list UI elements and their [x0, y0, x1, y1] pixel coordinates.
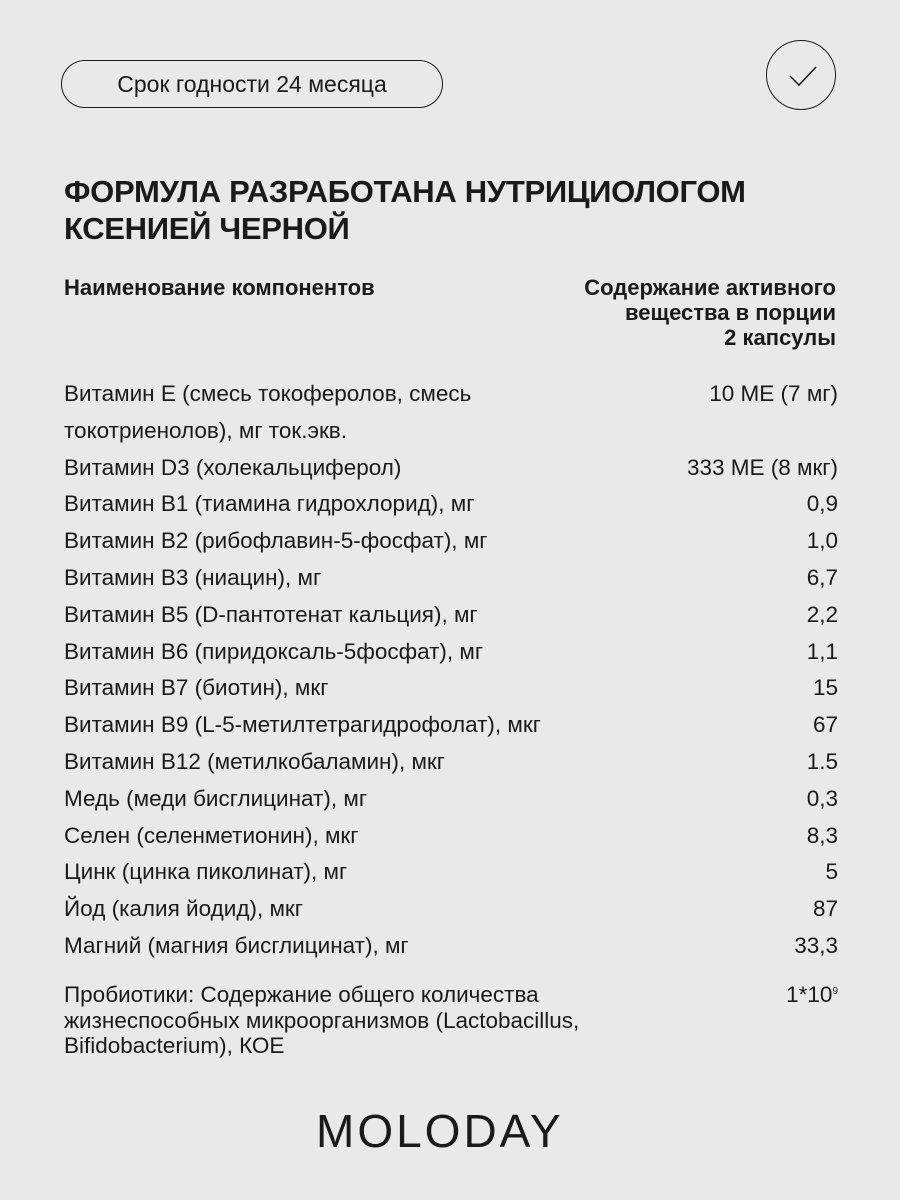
component-value: 8,3 [806, 822, 838, 848]
page-title [64, 173, 746, 247]
table-row [64, 854, 838, 891]
component-value: 6,7 [806, 564, 838, 590]
component-name: Витамин B1 (тиамина гидрохлорид), мг [64, 491, 475, 517]
component-name: Йод (калия йодид), мкг [64, 896, 303, 922]
component-value: 33,3 [794, 932, 838, 958]
component-name: Селен (селенметионин), мкг [64, 822, 359, 848]
probiotics-value-exponent: 9 [832, 986, 838, 997]
check-icon [766, 40, 836, 110]
table-row [64, 928, 838, 965]
table-row [64, 634, 838, 671]
component-name: Цинк (цинка пиколинат), мг [64, 859, 348, 885]
component-name: Витамин D3 (холекальциферол) [64, 454, 402, 480]
component-name: Витамин B6 (пиридоксаль-5фосфат), мг [64, 638, 484, 664]
component-value: 1.5 [806, 748, 838, 774]
table-row [64, 376, 838, 450]
component-value: 1,0 [806, 528, 838, 554]
component-value: 0,9 [806, 491, 838, 517]
component-value: 87 [812, 896, 838, 922]
table-row [64, 891, 838, 928]
probiotics-value [786, 982, 838, 1008]
component-value: 0,3 [806, 785, 838, 811]
title-line-1: ФОРМУЛА РАЗРАБОТАНА НУТРИЦИОЛОГОМ [64, 174, 746, 209]
probiotics-row [64, 982, 838, 1059]
table-row [64, 486, 838, 523]
table-row [64, 450, 838, 487]
component-value: 1,1 [806, 638, 838, 664]
component-value: 5 [825, 859, 838, 885]
component-name: Витамин Е (смесь токоферолов, смесь токотриенолов), мг ток.экв. [64, 381, 472, 443]
probiotics-value-base: 1*10 [786, 982, 833, 1007]
component-name: Витамин B9 (L-5-метилтетрагидрофолат), мкг [64, 712, 541, 738]
component-name: Медь (меди бисглицинат), мг [64, 785, 368, 811]
component-value: 333 МЕ (8 мкг) [686, 454, 838, 480]
table-row [64, 597, 838, 634]
components-table [64, 376, 838, 965]
title-line-2: КСЕНИЕЙ ЧЕРНОЙ [64, 211, 350, 246]
column-header-content-line-1: Содержание активного [584, 275, 836, 300]
column-header-content [506, 275, 836, 350]
table-row [64, 670, 838, 707]
shelf-life-text: Срок годности 24 месяца [117, 70, 387, 97]
brand-logo [316, 1106, 586, 1167]
table-row [64, 707, 838, 744]
component-name: Витамин B3 (ниацин), мг [64, 564, 322, 590]
component-name: Магний (магния бисглицинат), мг [64, 932, 409, 958]
component-name: Витамин B2 (рибофлавин-5-фосфат), мг [64, 528, 488, 554]
component-name: Витамин B12 (метилкобаламин), мкг [64, 748, 445, 774]
column-header-components: Наименование компонентов [64, 275, 375, 300]
table-row [64, 781, 838, 818]
component-name: Витамин B7 (биотин), мкг [64, 675, 329, 701]
table-row [64, 523, 838, 560]
component-value: 67 [812, 712, 838, 738]
probiotics-name: Пробиотики: Содержание общего количества жизнеспособных микроорганизмов (Lactobacillus, Bifidobacterium), КОЕ [64, 982, 580, 1058]
component-value: 10 МЕ (7 мг) [709, 381, 838, 406]
component-value: 2,2 [806, 601, 838, 627]
table-row [64, 818, 838, 855]
component-value: 15 [812, 675, 838, 701]
brand-logo-mark [316, 1106, 586, 1156]
table-row [64, 560, 838, 597]
column-header-content-line-3: 2 капсулы [724, 325, 836, 350]
column-header-content-line-2: вещества в порции [625, 300, 836, 325]
component-name: Витамин B5 (D-пантотенат кальция), мг [64, 601, 478, 627]
shelf-life-badge [61, 60, 443, 108]
table-row [64, 744, 838, 781]
svg-text:MOLODAY: MOLODAY [316, 1106, 564, 1156]
